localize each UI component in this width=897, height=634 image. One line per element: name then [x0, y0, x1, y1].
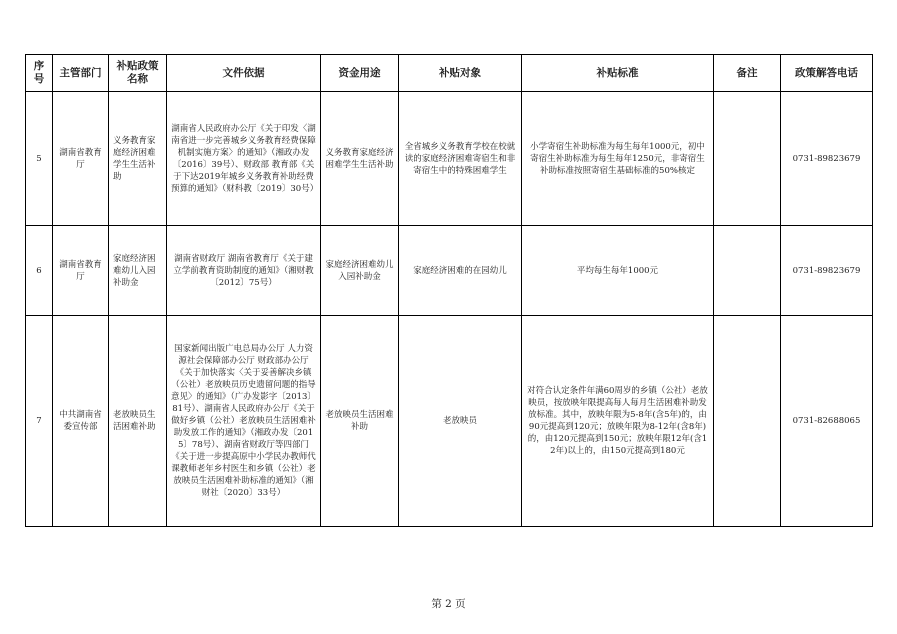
row-remark	[714, 226, 781, 316]
row-no: 5	[26, 92, 53, 226]
header-basis: 文件依据	[167, 55, 321, 92]
row-dept: 湖南省教育厅	[53, 92, 109, 226]
header-target: 补贴对象	[399, 55, 522, 92]
header-policy-name: 补贴政策名称	[109, 55, 167, 92]
table-row	[26, 226, 873, 316]
table-row	[26, 316, 873, 527]
row-dept: 湖南省教育厅	[53, 226, 109, 316]
row-dept: 中共湖南省委宣传部	[53, 316, 109, 527]
row-basis: 国家新闻出版广电总局办公厅 人力资源社会保障部办公厅 财政部办公厅《关于加快落实〈关于妥善解决乡镇（公社）老放映员历史遗留问题的指导意见〉的通知》（广办发影字〔2013〕81号）、湖南省人民政府办公厅《关于做好乡镇（公社）老放映员生活困难补助发放工作的通知》（湘政办发〔2015〕78号）、湖南省财政厅等四部门《关于进一步提高原中小学民办教师代课教师老年乡村医生和乡镇（公社）老放映员生活困难补助标准的通知》（湘财社〔2020〕33号）	[167, 316, 321, 527]
row-phone: 0731-89823679	[781, 226, 873, 316]
table-row	[26, 92, 873, 226]
header-use: 资金用途	[321, 55, 399, 92]
row-target: 老放映员	[399, 316, 522, 527]
row-target: 全省城乡义务教育学校在校就读的家庭经济困难寄宿生和非寄宿生中的特殊困难学生	[399, 92, 522, 226]
row-use: 家庭经济困难幼儿入园补助金	[321, 226, 399, 316]
row-target: 家庭经济困难的在园幼儿	[399, 226, 522, 316]
row-standard: 平均每生每年1000元	[522, 226, 714, 316]
header-phone: 政策解答电话	[781, 55, 873, 92]
row-no: 6	[26, 226, 53, 316]
row-policy-name: 义务教育家庭经济困难学生生活补助	[109, 92, 167, 226]
subsidy-policy-table	[25, 54, 873, 527]
header-standard: 补贴标准	[522, 55, 714, 92]
header-remark: 备注	[714, 55, 781, 92]
row-remark	[714, 316, 781, 527]
page-number: 第 2 页	[431, 598, 466, 610]
row-no: 7	[26, 316, 53, 527]
header-dept: 主管部门	[53, 55, 109, 92]
row-use: 老放映员生活困难补助	[321, 316, 399, 527]
row-standard: 对符合认定条件年满60周岁的乡镇（公社）老放映员，按放映年限提高每人每月生活困难补助发放标准。其中，放映年限为5-8年(含5年)的，由90元提高到120元；放映年限为8-12年(含8年)的，由120元提高到150元；放映年限12年(含12年)以上的，由150元提高到180元	[522, 316, 714, 527]
row-policy-name: 老放映员生活困难补助	[109, 316, 167, 527]
table-header-row	[26, 55, 873, 92]
row-policy-name: 家庭经济困难幼儿入园补助金	[109, 226, 167, 316]
row-basis: 湖南省财政厅 湖南省教育厅《关于建立学前教育资助制度的通知》（湘财教〔2012〕75号）	[167, 226, 321, 316]
row-basis: 湖南省人民政府办公厅《关于印发〈湖南省进一步完善城乡义务教育经费保障机制实施方案〉的通知》（湘政办发〔2016〕39号）、财政部 教育部《关于下达2019年城乡义务教育补助经费预算的通知》（财科教〔2019〕30号）	[167, 92, 321, 226]
row-remark	[714, 92, 781, 226]
row-standard: 小学寄宿生补助标准为每生每年1000元，初中寄宿生补助标准为每生每年1250元，非寄宿生补助标准按照寄宿生基础标准的50%核定	[522, 92, 714, 226]
row-phone: 0731-82688065	[781, 316, 873, 527]
header-no: 序号	[26, 55, 53, 92]
row-phone: 0731-89823679	[781, 92, 873, 226]
row-use: 义务教育家庭经济困难学生生活补助	[321, 92, 399, 226]
